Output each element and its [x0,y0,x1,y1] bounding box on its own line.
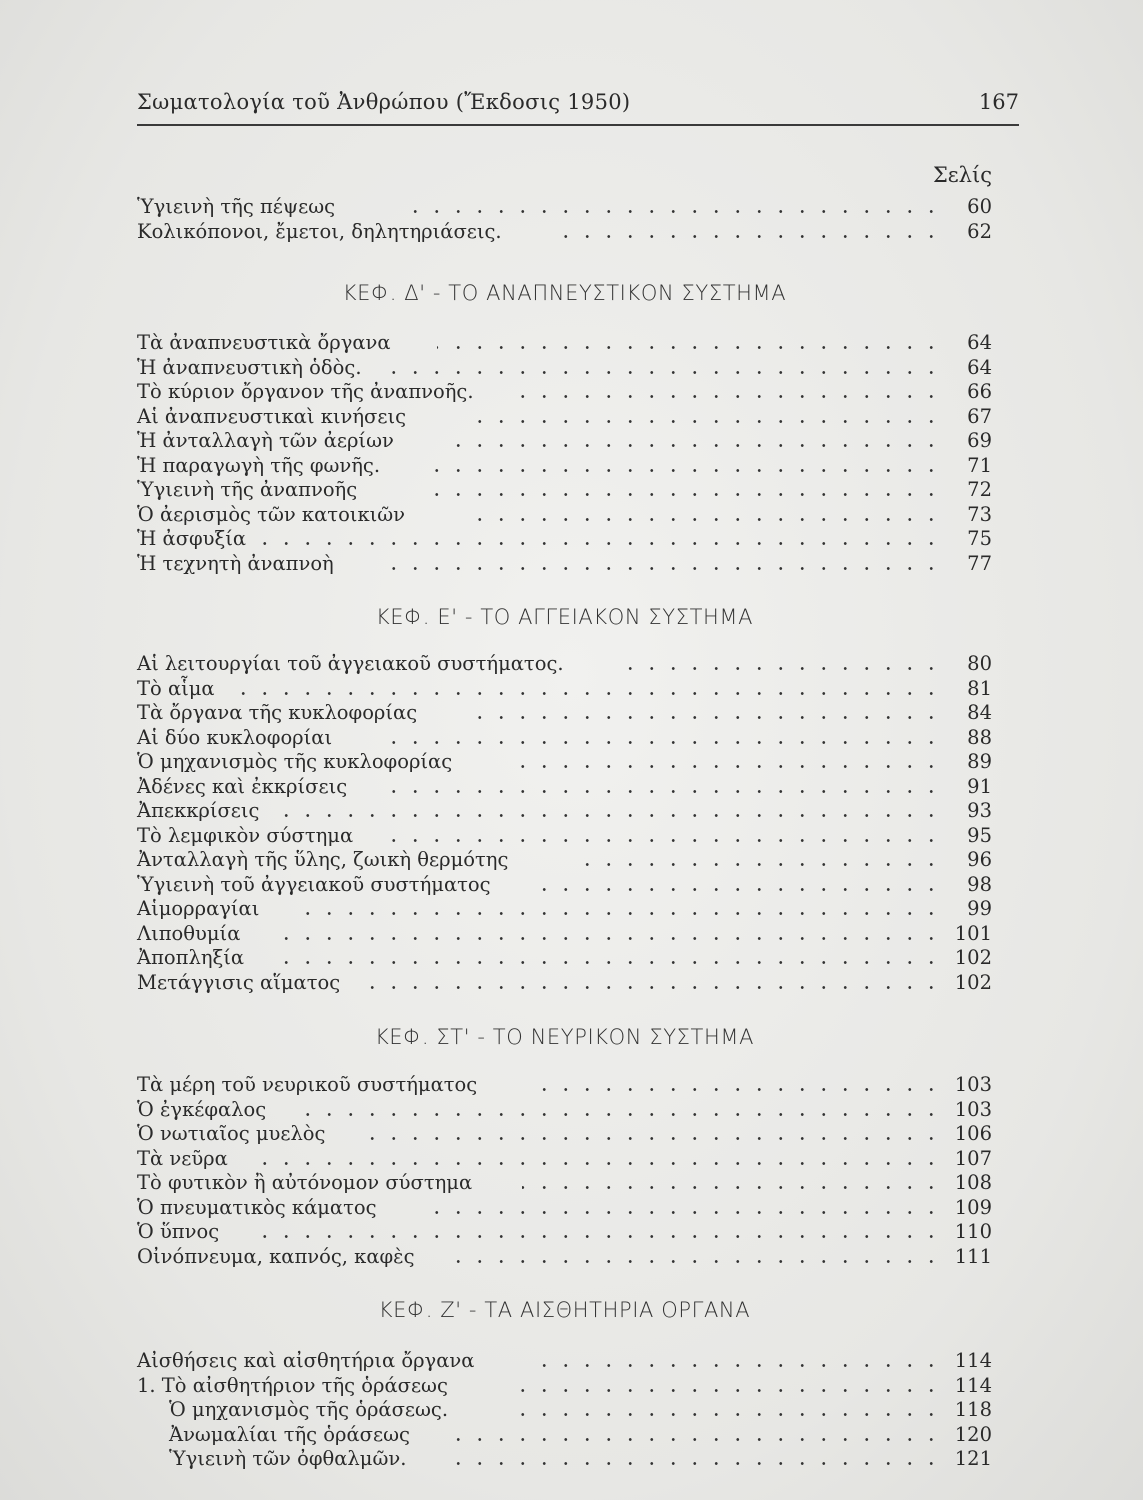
toc-entry-title: Τὰ νεῦρα [137,1146,228,1170]
toc-entry-page: 77 [967,551,992,575]
toc-entry-title: 1. Τὸ αἰσθητήριον τῆς ὁράσεως [137,1373,448,1397]
dot-leader [547,235,942,238]
dot-leader [257,542,942,545]
toc-entry-title: Τὸ λεμφικὸν σύστημα [137,823,354,847]
toc-entry-title: Κολικόπονοι, ἔμετοι, δηλητηριάσεις. [137,219,502,243]
toc-entry-page: 110 [954,1220,992,1243]
dot-leader [277,814,942,817]
dot-leader [542,888,942,891]
toc-entry [137,897,992,922]
toc-entry-page: 64 [967,331,992,354]
toc-entry [137,1349,992,1374]
toc-entry [137,1073,992,1098]
toc-entry-page: 106 [954,1122,992,1145]
dot-leader [267,961,942,964]
toc-block-intro [137,195,992,244]
toc-entry-page: 121 [954,1447,992,1470]
toc-entry-title: Ὁ νωτιαῖος μυελὸς [137,1122,326,1145]
dot-leader [417,1211,942,1214]
page-column-label: Σελίς [932,163,992,187]
toc-entry-page: 108 [954,1171,992,1194]
toc-entry-page: 84 [967,701,992,724]
toc-block-chapter-d [137,331,992,576]
toc-entry-title: Ὁ μηχανισμὸς τῆς ὁράσεως. [169,1398,449,1421]
dot-leader [297,1113,942,1116]
toc-entry [137,454,992,479]
toc-entry-page: 98 [967,872,992,896]
toc-entry-page: 71 [967,453,992,477]
toc-entry-title: Ὁ ἐγκέφαλος [137,1097,267,1121]
dot-leader [252,1162,942,1165]
toc-entry-page: 73 [967,502,992,526]
toc-entry [137,503,992,528]
running-header [137,88,1019,122]
toc-entry [137,1122,992,1147]
dot-leader [452,1438,942,1441]
toc-entry-title: Τὸ κύριον ὄργανον τῆς ἀναπνοῆς. [137,380,474,403]
chapter-heading-d: ΚΕΦ. Δ' - ΤΟ ΑΝΑΠΝΕΥΣΤΙΚΟΝ ΣΥΣΤΗΜΑ [342,281,787,305]
dot-leader [537,1364,942,1367]
dot-leader [392,839,942,842]
toc-entry-page: 101 [954,921,992,945]
toc-entry-title: Ἀνταλλαγὴ τῆς ὕλης, ζωικὴ θερμότης [137,848,509,871]
dot-leader [537,1088,942,1091]
dot-leader [382,790,942,793]
toc-entry-title: Λιποθυμία [137,921,241,945]
dot-leader [622,667,942,670]
dot-leader [447,444,942,447]
dot-leader [267,937,942,940]
dot-leader [382,567,942,570]
toc-entry-page: 96 [967,848,992,871]
toc-entry-page: 111 [954,1244,992,1268]
toc-entry [137,405,992,430]
toc-entry-page: 72 [967,478,992,501]
dot-leader [247,1235,942,1238]
toc-entry-title: Οἰνόπνευμα, καπνός, καφὲς [137,1244,415,1268]
toc-entry-page: 114 [954,1349,992,1372]
toc-entry-page: 107 [954,1146,992,1170]
header-title: Σωματολογία τοῦ Ἀνθρώπου (Ἔκδοσις 1950) [137,90,631,114]
toc-entry-page: 62 [967,219,992,243]
toc-entry-title: Αἰσθήσεις καὶ αἰσθητήρια ὄργανα [137,1349,475,1372]
toc-entry [137,1171,992,1196]
toc-entry-page: 89 [967,750,992,773]
toc-entry-title: Ὑγιεινὴ τῆς ἀναπνοῆς [137,478,358,501]
toc-block-chapter-z [137,1349,992,1472]
toc-entry-title: Ἡ τεχνητὴ ἀναπνοὴ [137,551,334,575]
toc-entry-page: 118 [954,1398,992,1421]
toc-entry-page: 102 [954,970,992,994]
toc-entry [137,1374,992,1399]
toc-entry-title: Τὸ αἷμα [137,676,215,700]
toc-entry [137,478,992,503]
toc-entry [137,1447,992,1472]
dot-leader [447,1260,942,1263]
dot-leader [472,716,942,719]
toc-entry [137,429,992,454]
dot-leader [522,1186,942,1189]
toc-entry-title: Ὁ πνευματικὸς κάματος [137,1195,377,1219]
toc-entry [137,750,992,775]
header-page-number: 167 [978,90,1019,114]
toc-entry-title: Ἀδένες καὶ ἐκκρίσεις [137,774,348,798]
dot-leader [507,765,942,768]
toc-entry [137,527,992,552]
toc-entry [137,922,992,947]
dot-leader [237,692,942,695]
toc-entry [137,799,992,824]
toc-entry [137,1423,992,1448]
dot-leader [377,741,942,744]
toc-entry-page: 88 [967,725,992,749]
toc-entry [137,1098,992,1123]
toc-entry [137,971,992,996]
toc-entry-title: Ἡ ἀναπνευστικὴ ὁδὸς. [137,355,362,379]
toc-entry-title: Μετάγγισις αἵματος [137,970,341,994]
toc-entry [137,873,992,898]
toc-entry [137,380,992,405]
toc-entry-title: Τὸ φυτικὸν ἢ αὐτόνομον σύστημα [137,1171,473,1194]
toc-entry-title: Ὁ μηχανισμὸς τῆς κυκλοφορίας [137,750,453,773]
toc-entry-title: Ὑγιεινὴ τοῦ ἀγγειακοῦ συστήματος [137,872,491,896]
dot-leader [292,912,942,915]
dot-leader [427,469,942,472]
toc-entry-page: 64 [967,355,992,379]
toc-entry [137,220,992,245]
dot-leader [452,1462,942,1465]
dot-leader [387,371,942,374]
toc-entry-title: Ἡ ἀνταλλαγὴ τῶν ἀερίων [137,429,394,452]
toc-block-chapter-e [137,652,992,995]
toc-entry-page: 114 [954,1373,992,1397]
toc-entry-title: Τὰ ὄργανα τῆς κυκλοφορίας [137,701,418,724]
toc-entry-page: 60 [967,195,992,218]
toc-entry-page: 75 [967,527,992,550]
dot-leader [577,863,942,866]
toc-entry-page: 103 [954,1073,992,1096]
dot-leader [467,420,942,423]
toc-entry-page: 67 [967,404,992,428]
toc-entry-title: Ὁ ἀερισμὸς τῶν κατοικιῶν [137,502,406,526]
toc-entry-title: Ὑγιεινὴ τῶν ὀφθαλμῶν. [169,1447,407,1470]
toc-entry [137,1196,992,1221]
toc-entry [137,775,992,800]
toc-entry [137,1245,992,1270]
toc-entry [137,1398,992,1423]
toc-entry-title: Αἱμορραγίαι [137,897,260,920]
toc-entry [137,848,992,873]
toc-entry [137,824,992,849]
dot-leader [507,1413,942,1416]
toc-entry-page: 69 [967,429,992,452]
toc-entry-page: 120 [954,1422,992,1446]
toc-entry-title: Ἡ ἀσφυξία [137,527,247,550]
toc-entry-title: Τὰ μέρη τοῦ νευρικοῦ συστήματος [137,1073,478,1096]
toc-entry-page: 99 [967,897,992,920]
toc-entry-title: Ὁ ὕπνος [137,1220,220,1243]
toc-entry-title: Ἀνωμαλίαι τῆς ὁράσεως [169,1422,410,1446]
toc-entry-title: Ἡ παραγωγὴ τῆς φωνῆς. [137,453,381,477]
chapter-heading-z: ΚΕΦ. Ζ' - ΤΑ ΑΙΣΘΗΤΗΡΙΑ ΟΡΓΑΝΑ [378,1298,751,1322]
toc-entry-page: 93 [967,799,992,822]
toc-entry [137,552,992,577]
toc-entry [137,1147,992,1172]
dot-leader [517,395,942,398]
dot-leader [399,210,942,213]
toc-entry [137,701,992,726]
dot-leader [467,518,942,521]
toc-entry-page: 95 [967,823,992,847]
chapter-heading-st: ΚΕΦ. ΣΤ' - ΤΟ ΝΕΥΡΙΚΟΝ ΣΥΣΤΗΜΑ [374,1025,755,1049]
toc-entry-title: Ἀποπληξία [137,946,245,969]
toc-entry-title: Αἱ ἀναπνευστικαὶ κινήσεις [137,404,407,428]
toc-entry-title: Αἱ δύο κυκλοφορίαι [137,725,333,749]
toc-entry [137,356,992,381]
toc-entry-title: Ἀπεκκρίσεις [137,799,260,822]
dot-leader [517,1389,942,1392]
toc-entry [137,946,992,971]
toc-block-chapter-st [137,1073,992,1269]
chapter-heading-e: ΚΕΦ. Ε' - ΤΟ ΑΓΓΕΙΑΚΟΝ ΣΥΣΤΗΜΑ [375,605,754,629]
toc-entry [137,1220,992,1245]
toc-entry [137,677,992,702]
toc-entry-page: 91 [967,774,992,798]
toc-entry [137,195,992,220]
toc-entry-title: Αἱ λειτουργίαι τοῦ ἀγγειακοῦ συστήματος. [137,652,564,675]
toc-entry-page: 66 [967,380,992,403]
dot-leader [437,346,942,349]
dot-leader [362,986,942,989]
toc-entry [137,726,992,751]
toc-entry-page: 109 [954,1195,992,1219]
dot-leader [417,493,942,496]
toc-entry-page: 103 [954,1097,992,1121]
toc-entry-page: 80 [967,652,992,675]
toc-entry-page: 102 [954,946,992,969]
toc-entry-title: Ὑγιεινὴ τῆς πέψεως [137,195,336,218]
toc-entry [137,331,992,356]
toc-entry-page: 81 [967,676,992,700]
toc-entry [137,652,992,677]
toc-entry-title: Τὰ ἀναπνευστικὰ ὄργανα [137,331,391,354]
header-rule [137,124,1019,126]
dot-leader [362,1137,942,1140]
